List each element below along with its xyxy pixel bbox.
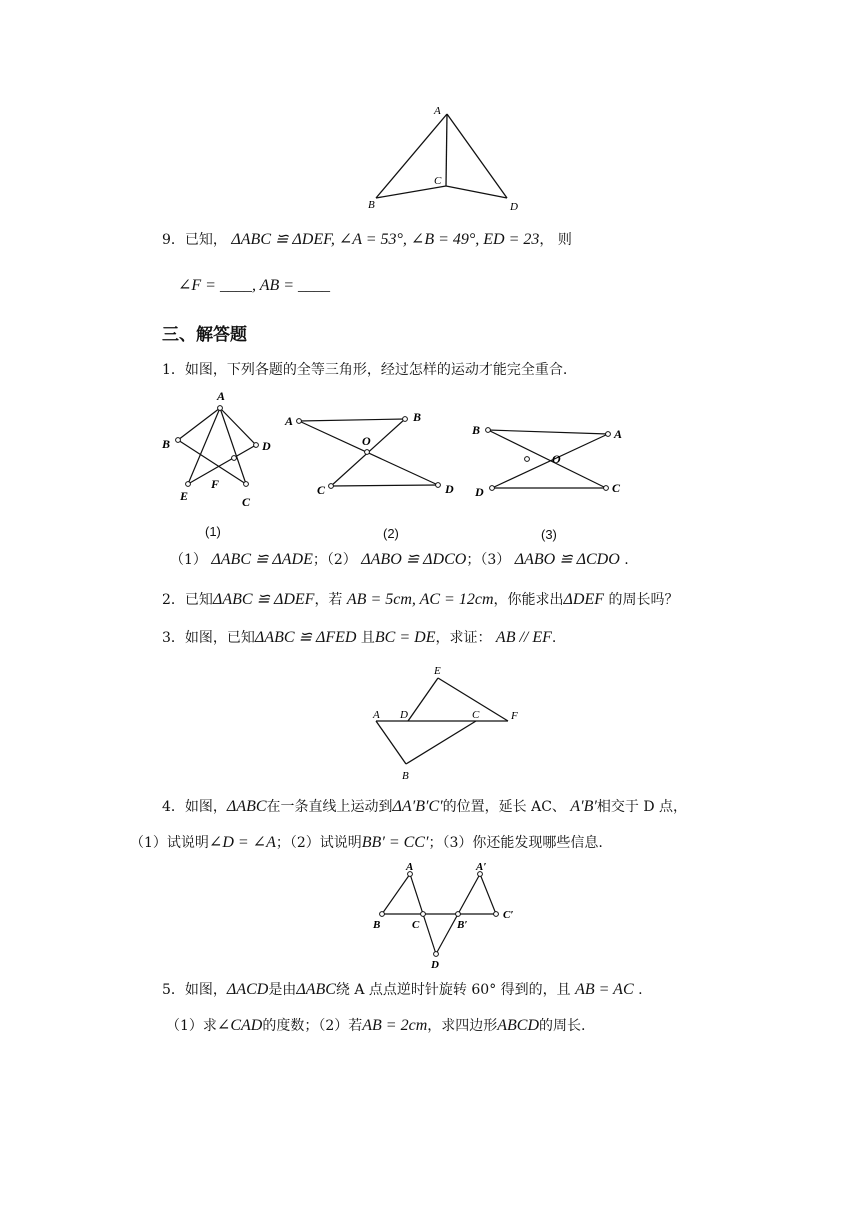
p4-prefix: 4．如图， [162, 799, 227, 815]
label-d: D [510, 201, 518, 213]
fig-p4-label-d: D [431, 959, 439, 971]
fig1-label-e: E [180, 489, 189, 503]
p2-formula1: ΔABC ≌ ΔDEF [212, 591, 315, 608]
p1-subquestions [170, 550, 629, 570]
p1-sub3-label: ；（3） [466, 552, 511, 568]
p1-sub1-formula: ΔABC ≌ ΔADE [211, 551, 313, 568]
p5-formula1: ΔACD [226, 981, 269, 998]
fig-p3-label-e: E [434, 665, 441, 677]
p5-line1 [162, 980, 643, 1000]
p3-mid2: ，求证： [435, 630, 492, 646]
label-a: A [434, 105, 441, 117]
edge-ad [447, 114, 507, 198]
p3-figure [368, 662, 528, 784]
p5-formula2: ΔABC [296, 981, 336, 998]
p5-line2-c: ，求四边形 [427, 1018, 498, 1034]
label-c: C [434, 175, 442, 187]
p4-line2 [130, 833, 603, 853]
p1-figure-2 [283, 405, 463, 500]
p2-formula2: AB = 5cm, AC = 12cm [346, 591, 494, 608]
p5-suffix: . [638, 982, 643, 998]
fig2-label-o: O [362, 434, 371, 448]
q9-number: 9． [162, 232, 185, 248]
p4-figure [368, 860, 528, 972]
figure-top-triangle [360, 100, 530, 215]
p3-suffix: . [551, 630, 557, 646]
p4-line2-formula2: BB′ = CC′ [361, 834, 429, 851]
p4-mid: 在一条直线上运动到 [266, 799, 393, 815]
p2-prefix: 2．已知 [162, 592, 213, 608]
fig-p4-label-a: A [406, 861, 414, 873]
fig3-label-b: B [472, 423, 481, 437]
q9-formula: ΔABC ≌ ΔDEF, ∠A = 53°, ∠B = 49°, ED = 23 [231, 231, 540, 248]
fig3-label-o: O [552, 452, 561, 466]
p5-line2-b: 的度数；（2）若 [262, 1018, 363, 1034]
fig-p4-label-b-prime: B′ [457, 919, 468, 931]
p1-text: 1．如图，下列各题的全等三角形，经过怎样的运动才能完全重合. [162, 362, 568, 378]
p3-prefix: 3．如图，已知 [162, 630, 255, 646]
fig3-caption: (3) [541, 527, 557, 542]
p4-line1 [162, 797, 687, 817]
p1-sub2-formula: ΔABO ≌ ΔDCO [361, 551, 467, 568]
p3-mid: 且 [360, 630, 375, 646]
p4-formula2: ΔA′B′C′ [392, 798, 443, 815]
label-b: B [368, 199, 375, 211]
p4-suffix: 相交于 D 点， [596, 799, 688, 815]
q9-suffix: ， 则 [539, 232, 572, 248]
fig1-caption: (1) [205, 524, 221, 539]
q9-prefix: 已知， [184, 232, 227, 248]
p5-prefix: 5．如图， [162, 982, 227, 998]
p1-figure-1 [158, 388, 278, 513]
fig-p3-label-a: A [373, 709, 380, 721]
fig2-label-d: D [445, 482, 454, 496]
p5-line2 [166, 1016, 585, 1036]
p5-line2-formula2: AB = 2cm [362, 1017, 428, 1034]
fig1-label-c: C [242, 495, 251, 509]
p5-formula3: AB = AC [575, 981, 634, 998]
q9-answer-blanks: ∠F = ____, AB = ____ [178, 277, 331, 294]
p4-line2-formula1: ∠D = ∠A [208, 834, 276, 851]
p5-mid2: 绕 A 点点逆时针旋转 60° 得到的，且 [335, 982, 571, 998]
fig1-label-a: A [217, 389, 226, 403]
p5-line2-formula1: ∠CAD [216, 1017, 263, 1034]
fig2-label-c: C [317, 483, 326, 497]
p1-figure-3 [470, 418, 630, 503]
fig1-label-b: B [162, 437, 171, 451]
p2-mid: ，若 [314, 592, 343, 608]
p3-formula3: AB // EF [495, 629, 552, 646]
fig-p4-label-b: B [373, 919, 381, 931]
q9-line2 [178, 276, 330, 296]
p3-formula2: BC = DE [374, 629, 436, 646]
p5-mid: 是由 [268, 982, 297, 998]
p2-mid2: ，你能求出 [493, 592, 564, 608]
fig1-label-d: D [262, 439, 271, 453]
p4-line2-b: ；（2）试说明 [275, 835, 362, 851]
p1-sub2-label: ；（2） [312, 552, 357, 568]
fig3-label-a: A [614, 427, 623, 441]
fig3-label-c: C [612, 481, 621, 495]
edge-ac [446, 114, 447, 186]
edge-bc [376, 186, 446, 198]
q9-line1 [162, 230, 572, 250]
fig-p4-label-c-prime: C′ [503, 909, 514, 921]
p1-sub1-label: （1） [170, 552, 207, 568]
p3-text [162, 628, 556, 648]
fig3-label-d: D [475, 485, 484, 499]
p1-sub3-formula: ΔABO ≌ ΔCDO [514, 551, 620, 568]
fig2-caption: (2) [383, 526, 399, 541]
p5-line2-formula3: ABCD [497, 1017, 540, 1034]
p5-line2-d: 的周长. [539, 1018, 586, 1034]
p4-mid2: 的位置，延长 AC、 [442, 799, 566, 815]
p4-line2-c: ；（3）你还能发现哪些信息. [428, 835, 603, 851]
edge-cd [446, 186, 507, 198]
p5-line2-a: （1）求 [166, 1018, 217, 1034]
fig-p4-label-a-prime: A′ [476, 861, 487, 873]
fig2-label-a: A [285, 414, 294, 428]
p4-line2-a: （1）试说明 [130, 835, 209, 851]
fig1-label-f: F [211, 477, 220, 491]
p2-text [162, 590, 678, 610]
fig-p3-label-f: F [511, 710, 518, 722]
fig-p3-label-b: B [402, 770, 409, 782]
fig-p3-label-c: C [472, 709, 480, 721]
fig2-label-b: B [413, 410, 422, 424]
fig-p3-label-d: D [400, 709, 408, 721]
p2-formula3: ΔDEF [563, 591, 604, 608]
p4-formula3: A′B′ [570, 798, 597, 815]
fig-p4-label-c: C [412, 919, 420, 931]
p2-suffix: 的周长吗？ [608, 592, 679, 608]
p1-sub-end: . [624, 552, 629, 568]
section-heading: 三、解答题 [162, 325, 247, 345]
p4-formula1: ΔABC [226, 798, 267, 815]
p3-formula1: ΔABC ≌ ΔFED [254, 629, 357, 646]
